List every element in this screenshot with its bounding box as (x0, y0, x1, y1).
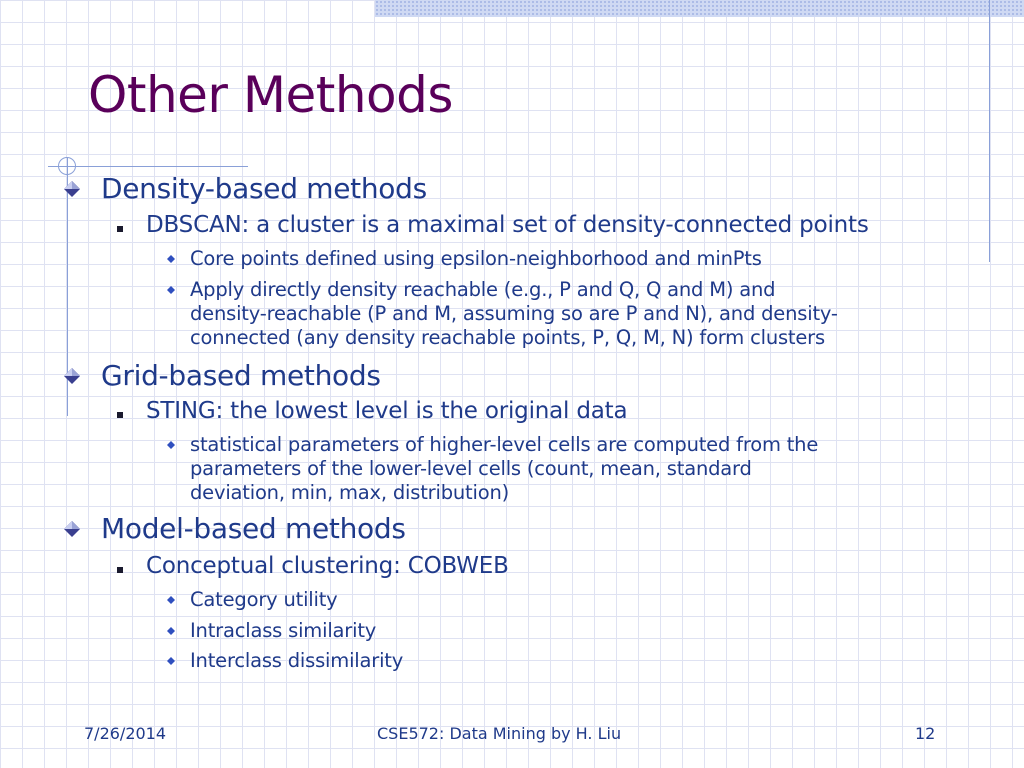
item-sting: STING: the lowest level is the original data (146, 398, 628, 424)
subitem-intraclass-similarity: Intraclass similarity (190, 619, 377, 642)
subitem-category-utility: Category utility (190, 588, 338, 611)
subitem-core-points: Core points defined using epsilon-neighborhood and minPts (190, 247, 762, 270)
decorative-top-band (375, 0, 1024, 17)
subitem-apply-line-1: Apply directly density reachable (e.g., P and Q, Q and M) and (190, 278, 776, 301)
small-diamond-bullet-icon (167, 255, 175, 263)
subitem-statistical-line-2: parameters of the lower-level cells (count, mean, standard (190, 457, 752, 480)
slide-title: Other Methods (88, 66, 453, 124)
square-bullet-icon (117, 567, 123, 573)
section-heading-density: Density-based methods (101, 172, 427, 205)
small-diamond-bullet-icon (167, 657, 175, 665)
square-bullet-icon (117, 412, 123, 418)
footer-course: CSE572: Data Mining by H. Liu (377, 724, 622, 743)
decorative-right-line (989, 0, 990, 262)
small-diamond-bullet-icon (167, 441, 175, 449)
subitem-statistical-line-3: deviation, min, max, distribution) (190, 481, 510, 504)
section-heading-model: Model-based methods (101, 512, 406, 545)
small-diamond-bullet-icon (167, 286, 175, 294)
subitem-apply-line-3: connected (any density reachable points, P, Q, M, N) form clusters (190, 326, 825, 349)
footer-date: 7/26/2014 (84, 724, 167, 743)
footer-page-number: 12 (915, 724, 936, 743)
diamond-bullet-icon (63, 520, 81, 538)
section-heading-grid: Grid-based methods (101, 359, 381, 392)
subitem-statistical-line-1: statistical parameters of higher-level cells are computed from the (190, 433, 819, 456)
item-dbscan: DBSCAN: a cluster is a maximal set of density-connected points (146, 212, 869, 238)
diamond-bullet-icon (63, 367, 81, 385)
square-bullet-icon (117, 226, 123, 232)
decorative-corner-ring (58, 157, 76, 175)
diamond-bullet-icon (63, 180, 81, 198)
small-diamond-bullet-icon (167, 627, 175, 635)
subitem-apply-line-2: density-reachable (P and M, assuming so are P and N), and density- (190, 302, 838, 325)
small-diamond-bullet-icon (167, 596, 175, 604)
decorative-left-horizontal-line (48, 166, 248, 167)
item-cobweb: Conceptual clustering: COBWEB (146, 553, 509, 579)
subitem-interclass-dissimilarity: Interclass dissimilarity (190, 649, 404, 672)
